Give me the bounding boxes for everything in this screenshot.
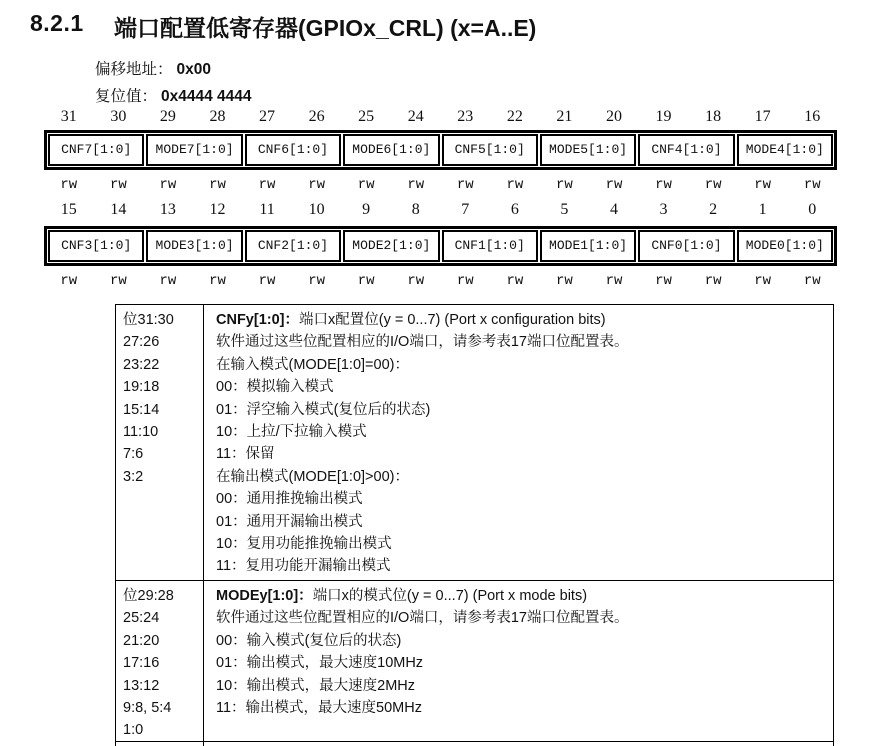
- bitfield-cell: MODE6[1:0]: [343, 134, 439, 166]
- access-label: rw: [159, 177, 177, 193]
- access-label: rw: [704, 177, 722, 193]
- bit-number: 11: [259, 201, 275, 218]
- bit-number: 0: [808, 201, 817, 218]
- access-label: rw: [754, 273, 772, 289]
- description-line: 11：保留: [216, 446, 275, 463]
- bit-description-cell: [204, 581, 833, 741]
- description-line: 在输入模式(MODE[1:0]=00)：: [216, 356, 409, 373]
- reset-value-value: 0x4444 4444: [161, 88, 252, 105]
- access-label: rw: [308, 273, 325, 289]
- bitfield-cell: CNF0[1:0]: [638, 230, 734, 262]
- bit-range-label: 7:6: [123, 446, 144, 463]
- bitfield-cell: MODE1[1:0]: [540, 230, 636, 262]
- bit-number: 15: [60, 201, 77, 218]
- bit-range-label: 23:22: [123, 356, 160, 373]
- bit-number: 14: [110, 201, 127, 218]
- access-label: rw: [258, 177, 276, 193]
- bitfield-cell: CNF1[1:0]: [442, 230, 538, 262]
- description-row: [116, 305, 833, 581]
- bit-range-label: 25:24: [123, 610, 160, 627]
- bit-range-label: 15:14: [123, 401, 160, 418]
- access-label: rw: [704, 273, 722, 289]
- access-label: rw: [605, 273, 623, 289]
- access-label: rw: [655, 177, 672, 193]
- reset-value-label: 复位值：: [95, 88, 158, 105]
- access-label: rw: [258, 273, 276, 289]
- bit-description-cell: [204, 742, 833, 746]
- access-label: rw: [803, 273, 821, 289]
- bit-range-label: 13:12: [123, 677, 160, 694]
- bitfield-cell: CNF6[1:0]: [245, 134, 341, 166]
- access-label: rw: [357, 273, 375, 289]
- bit-number: 1: [758, 201, 767, 218]
- bitfield-cell: CNF4[1:0]: [638, 134, 734, 166]
- reset-value-line: [95, 84, 252, 106]
- bit-number: 8: [411, 201, 420, 218]
- bit-number: 7: [461, 201, 470, 218]
- access-label: rw: [308, 177, 325, 193]
- bit-number: 31: [60, 108, 77, 125]
- access-label: rw: [209, 177, 226, 193]
- access-label: rw: [109, 273, 127, 289]
- access-label: rw: [456, 177, 474, 193]
- offset-address-line: [95, 57, 211, 79]
- bitfield-cell: MODE4[1:0]: [737, 134, 833, 166]
- access-label: rw: [109, 177, 127, 193]
- bit-number: 17: [754, 108, 771, 125]
- bit-ranges-cell: [116, 742, 204, 746]
- bit-range-label: 3:2: [123, 468, 144, 485]
- bit-range-label: 27:26: [123, 334, 160, 351]
- bit-range-label: 21:20: [123, 632, 160, 649]
- bit-ranges-cell: [116, 581, 204, 741]
- bitfield-cell: MODE3[1:0]: [146, 230, 242, 262]
- bit-number: 24: [407, 108, 424, 125]
- access-label: rw: [60, 177, 78, 193]
- bit-number: 28: [209, 108, 226, 125]
- access-row-low: [44, 273, 837, 289]
- access-label: rw: [754, 177, 772, 193]
- description-line: 00：输入模式(复位后的状态): [216, 632, 402, 649]
- description-line: 10：上拉/下拉输入模式: [216, 424, 367, 441]
- description-line: 01：通用开漏输出模式: [216, 513, 363, 530]
- bit-number: 20: [605, 108, 622, 125]
- access-label: rw: [60, 273, 78, 289]
- access-label: rw: [556, 273, 573, 289]
- description-line: 10：输出模式，最大速度2MHz: [216, 677, 415, 694]
- bit-numbers-row-low: [44, 201, 837, 219]
- description-line: 软件通过这些位配置相应的I/O端口，请参考表17端口位配置表。: [216, 610, 629, 627]
- access-label: rw: [407, 177, 425, 193]
- bit-description-cell: [204, 305, 833, 580]
- description-line: MODEy[1:0]：端口x的模式位(y = 0...7) (Port x mode bits): [216, 588, 588, 604]
- description-line: 01：输出模式，最大速度10MHz: [216, 655, 424, 672]
- bit-range-label: 17:16: [123, 655, 160, 672]
- bit-number: 23: [457, 108, 474, 125]
- access-label: rw: [209, 273, 226, 289]
- bitfield-cell: MODE5[1:0]: [540, 134, 636, 166]
- access-label: rw: [456, 273, 474, 289]
- bit-number: 26: [308, 108, 325, 125]
- bit-range-label: 位29:28: [123, 588, 174, 604]
- bit-ranges-cell: [116, 305, 204, 580]
- bit-number: 2: [709, 201, 718, 218]
- bit-range-label: 11:10: [123, 424, 159, 441]
- bit-range-label: 位31:30: [123, 312, 174, 328]
- bit-number: 22: [506, 108, 523, 125]
- field-name-bold: CNFy[1:0]：: [216, 312, 299, 328]
- access-label: rw: [506, 177, 524, 193]
- offset-address-value: 0x00: [176, 61, 211, 78]
- bitfield-cell: MODE2[1:0]: [343, 230, 439, 262]
- description-line: 软件通过这些位配置相应的I/O端口，请参考表17端口位配置表。: [216, 334, 629, 351]
- access-label: rw: [803, 177, 821, 193]
- bit-number: 21: [556, 108, 573, 125]
- description-line: 10：复用功能推挽输出模式: [216, 536, 392, 553]
- description-line: 在输出模式(MODE[1:0]>00)：: [216, 468, 409, 485]
- bitfield-cell: CNF5[1:0]: [442, 134, 538, 166]
- description-row-cutoff: [116, 742, 833, 746]
- access-label: rw: [605, 177, 623, 193]
- bit-number: 6: [510, 201, 519, 218]
- page-title: 端口配置低寄存器(GPIOx_CRL) (x=A..E): [114, 15, 537, 41]
- access-label: rw: [506, 273, 524, 289]
- bitfield-cell: MODE7[1:0]: [146, 134, 242, 166]
- section-number: 8.2.1: [30, 10, 84, 36]
- bitfield-cell: CNF2[1:0]: [245, 230, 341, 262]
- access-row-high: [44, 177, 837, 193]
- bit-number: 5: [560, 201, 569, 218]
- bit-number: 16: [804, 108, 821, 125]
- description-line: 00：通用推挽输出模式: [216, 491, 363, 508]
- field-name-bold: MODEy[1:0]：: [216, 588, 313, 604]
- bitfield-cell: MODE0[1:0]: [737, 230, 833, 262]
- access-label: rw: [407, 273, 425, 289]
- description-line: 11：复用功能开漏输出模式: [216, 558, 391, 575]
- description-table: [115, 304, 834, 746]
- bit-number: 12: [209, 201, 226, 218]
- description-line: 00：模拟输入模式: [216, 379, 334, 396]
- access-label: rw: [655, 273, 672, 289]
- bit-number: 27: [259, 108, 276, 125]
- bit-range-label: 1:0: [123, 722, 144, 739]
- access-label: rw: [556, 177, 573, 193]
- description-line: 11：输出模式，最大速度50MHz: [216, 700, 422, 717]
- bit-number: 19: [655, 108, 672, 125]
- access-label: rw: [357, 177, 375, 193]
- bit-numbers-row-high: [44, 108, 837, 126]
- bit-range-label: 9:8, 5:4: [123, 700, 172, 717]
- bit-number: 29: [159, 108, 176, 125]
- bit-number: 18: [705, 108, 722, 125]
- bit-number: 9: [362, 201, 371, 218]
- bit-number: 30: [110, 108, 127, 125]
- description-row: [116, 581, 833, 742]
- offset-address-label: 偏移地址：: [95, 61, 173, 78]
- bit-range-label: 19:18: [123, 379, 160, 396]
- bitfield-cell: CNF7[1:0]: [48, 134, 144, 166]
- description-line: 01：浮空输入模式(复位后的状态): [216, 401, 431, 418]
- bit-number: 13: [159, 201, 176, 218]
- bit-number: 3: [659, 201, 668, 218]
- bit-number: 10: [308, 201, 325, 218]
- bit-number: 4: [609, 201, 618, 218]
- bitfield-cell: CNF3[1:0]: [48, 230, 144, 262]
- register-fields-row-low: [44, 226, 837, 266]
- bit-number: 25: [358, 108, 375, 125]
- description-line: CNFy[1:0]：端口x配置位(y = 0...7) (Port x configuration bits): [216, 312, 606, 328]
- register-fields-row-high: [44, 130, 837, 170]
- access-label: rw: [159, 273, 177, 289]
